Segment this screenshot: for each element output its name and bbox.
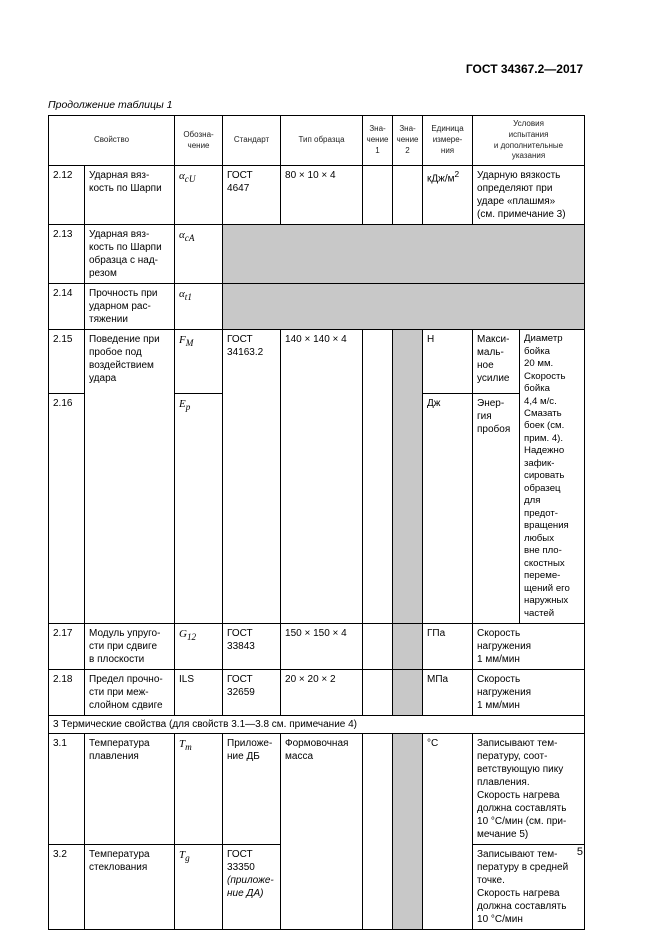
shaded-cells bbox=[223, 284, 585, 330]
table-row bbox=[49, 330, 585, 394]
row-number: 3.2 bbox=[49, 844, 85, 929]
conditions-details: Диаметр бойка 20 мм. Скорость бойка 4,4 м/с. Смазать боек (см. прим. 4). Надежно зафик- сировать образец для предот- вращения любых вне пло- скостных переме- щений его наружных частей bbox=[520, 330, 585, 624]
table-row bbox=[49, 284, 585, 330]
standard: ГОСТ 33843 bbox=[223, 623, 281, 669]
property-symbol: $G_{12}$ bbox=[175, 623, 223, 669]
unit: Дж bbox=[423, 394, 473, 624]
property-name: Модуль упруго- сти при сдвиге в плоскости bbox=[85, 623, 175, 669]
table-row bbox=[49, 669, 585, 715]
conditions-parameter: Энер- гия пробоя bbox=[473, 394, 520, 624]
value2-shaded bbox=[393, 623, 423, 669]
property-name: Температура плавления bbox=[85, 733, 175, 844]
standard-name: ГОСТ 33350 bbox=[227, 848, 255, 873]
property-symbol: $F_M$ bbox=[175, 330, 223, 394]
standard: ГОСТ 34163.2 bbox=[223, 330, 281, 624]
standard bbox=[223, 844, 281, 929]
row-number: 2.16 bbox=[49, 394, 85, 624]
value1-cell bbox=[363, 166, 393, 225]
property-symbol: $\alpha_{t1}$ bbox=[175, 284, 223, 330]
col-header-symbol: Обозна- чение bbox=[175, 116, 223, 166]
row-number: 2.14 bbox=[49, 284, 85, 330]
col-header-standard: Стандарт bbox=[223, 116, 281, 166]
table-row bbox=[49, 225, 585, 284]
row-number: 2.12 bbox=[49, 166, 85, 225]
property-symbol: $\alpha_{cU}$ bbox=[175, 166, 223, 225]
standard: ГОСТ 4647 bbox=[223, 166, 281, 225]
property-name: Предел прочно- сти при меж- слойном сдвиге bbox=[85, 669, 175, 715]
value2-cell bbox=[393, 166, 423, 225]
value1-cell bbox=[363, 669, 393, 715]
row-number: 2.13 bbox=[49, 225, 85, 284]
property-symbol: $T_m$ bbox=[175, 733, 223, 844]
row-number: 3.1 bbox=[49, 733, 85, 844]
col-header-sample: Тип образца bbox=[281, 116, 363, 166]
property-name: Прочность при ударном рас- тяжении bbox=[85, 284, 175, 330]
conditions: Записывают тем- пературу, соот- ветствующую пику плавления. Скорость нагрева должна составлять 10 °С/мин (см. при- мечание 5) bbox=[473, 733, 585, 844]
sample-type: Формовочная масса bbox=[281, 733, 363, 929]
section-row bbox=[49, 715, 585, 733]
document-header: ГОСТ 34367.2—2017 bbox=[465, 62, 583, 76]
conditions: Ударную вязкость определяют при ударе «плашмя» (см. примечание 3) bbox=[473, 166, 585, 225]
property-name: Поведение при пробое под воздействием удара bbox=[85, 330, 175, 624]
table-row bbox=[49, 733, 585, 844]
value1-cell bbox=[363, 330, 393, 624]
sample-type: 150 × 150 × 4 bbox=[281, 623, 363, 669]
conditions-parameter: Макси- маль- ное усилие bbox=[473, 330, 520, 394]
col-header-value2: Зна- чение 2 bbox=[393, 116, 423, 166]
unit: кДж/$м^2$ bbox=[423, 166, 473, 225]
unit: Н bbox=[423, 330, 473, 394]
table-header-row bbox=[49, 116, 585, 166]
col-header-unit: Единица измере- ния bbox=[423, 116, 473, 166]
sample-type: 20 × 20 × 2 bbox=[281, 669, 363, 715]
property-name: Ударная вяз- кость по Шарпи bbox=[85, 166, 175, 225]
value2-shaded bbox=[393, 330, 423, 624]
page-number: 5 bbox=[576, 846, 583, 858]
standard: ГОСТ 32659 bbox=[223, 669, 281, 715]
standard-annex: (приложе- ние ДА) bbox=[227, 874, 274, 899]
col-header-value1: Зна- чение 1 bbox=[363, 116, 393, 166]
property-symbol: $T_g$ bbox=[175, 844, 223, 929]
conditions: Скорость нагружения 1 мм/мин bbox=[473, 623, 585, 669]
col-header-conditions: Условия испытания и дополнительные указания bbox=[473, 116, 585, 166]
shaded-cells bbox=[223, 225, 585, 284]
row-number: 2.15 bbox=[49, 330, 85, 394]
section-title: 3 Термические свойства (для свойств 3.1—3.8 см. примечание 4) bbox=[49, 715, 585, 733]
table-row bbox=[49, 166, 585, 225]
table-continuation-caption: Продолжение таблицы 1 bbox=[48, 99, 173, 111]
property-name: Температура стеклования bbox=[85, 844, 175, 929]
properties-table bbox=[48, 115, 585, 930]
row-number: 2.17 bbox=[49, 623, 85, 669]
conditions: Записывают тем- пературу в средней точке. Скорость нагрева должна составлять 10 °С/мин bbox=[473, 844, 585, 929]
property-symbol: $E_p$ bbox=[175, 394, 223, 624]
unit: °C bbox=[423, 733, 473, 929]
value1-cell bbox=[363, 733, 393, 929]
property-symbol: ILS bbox=[175, 669, 223, 715]
value1-cell bbox=[363, 623, 393, 669]
value2-shaded bbox=[393, 669, 423, 715]
sample-type: 80 × 10 × 4 bbox=[281, 166, 363, 225]
unit: ГПа bbox=[423, 623, 473, 669]
row-number: 2.18 bbox=[49, 669, 85, 715]
sample-type: 140 × 140 × 4 bbox=[281, 330, 363, 624]
property-symbol: $\alpha_{cA}$ bbox=[175, 225, 223, 284]
conditions: Скорость нагружения 1 мм/мин bbox=[473, 669, 585, 715]
col-header-property: Свойство bbox=[49, 116, 175, 166]
table-row bbox=[49, 623, 585, 669]
unit: МПа bbox=[423, 669, 473, 715]
property-name: Ударная вяз- кость по Шарпи образца с над- резом bbox=[85, 225, 175, 284]
standard: Приложе- ние ДБ bbox=[223, 733, 281, 844]
value2-shaded bbox=[393, 733, 423, 929]
